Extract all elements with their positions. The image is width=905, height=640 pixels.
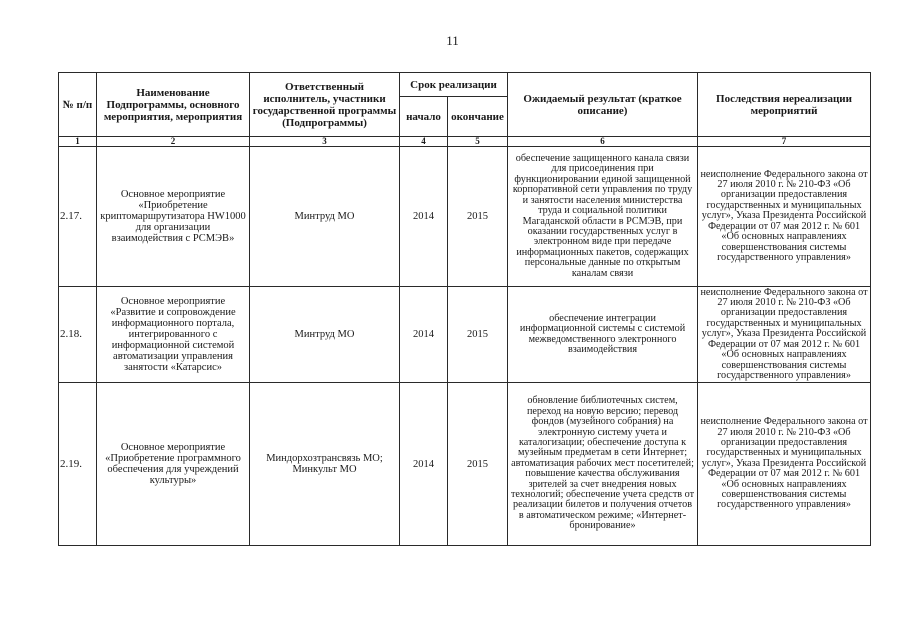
expected-result: обеспечение интеграции информационной системы с системой межведомственного электронного взаимодействия xyxy=(508,287,698,383)
header-result: Ожидаемый результат (краткое описание) xyxy=(508,73,698,137)
column-number: 6 xyxy=(508,137,698,147)
start-year: 2014 xyxy=(400,147,448,287)
column-numbers-row xyxy=(59,137,871,147)
expected-result: обновление библиотечных систем, переход на новую версию; перевод фондов (музейного собрания) на электронную систему учета и каталогизации; обеспечение доступа к музейным предметам в сети Интернет; автоматизация рабочих мест посетителей; повышение качества обслуживания зрителей за счет внедрения новых технологий; обеспечение учета средств от реализации билетов и получения отчетов в автоматическом режиме; «Интернет-бронирование» xyxy=(508,383,698,546)
header-row xyxy=(59,73,871,97)
expected-result: обеспечение защищенного канала связи для присоединения при функционировании единой защищенной корпоративной сети управления по труду и занятости населения министерства труда и социальной политики Магаданской области в РСМЭВ, при оказании государственных услуг в электронном виде при передаче информационных пакетов, содержащих персональные данные по открытым каналам связи xyxy=(508,147,698,287)
row-number: 2.18. xyxy=(59,287,97,383)
table-row xyxy=(59,383,871,546)
table-row xyxy=(59,287,871,383)
column-number: 4 xyxy=(400,137,448,147)
executor: Миндорхозтрансвязь МО; Минкульт МО xyxy=(250,383,400,546)
column-number: 7 xyxy=(698,137,871,147)
column-number: 3 xyxy=(250,137,400,147)
header-period: Срок реализации xyxy=(400,73,508,97)
consequences: неисполнение Федерального закона от 27 июля 2010 г. № 210-ФЗ «Об организации предоставления государственных и муниципальных услуг», Указа Президента Российской Федерации от 07 мая 2012 г. № 601 «Об основных направлениях совершенствования системы государственного управления» xyxy=(698,383,871,546)
executor: Минтруд МО xyxy=(250,287,400,383)
end-year: 2015 xyxy=(448,147,508,287)
header-consequences: Последствия нереализации мероприятий xyxy=(698,73,871,137)
activity-name: Основное мероприятие «Развитие и сопровождение информационного портала, интегрированного с информационной системой автоматизации управления занятости «Катарсис» xyxy=(97,287,250,383)
consequences: неисполнение Федерального закона от 27 июля 2010 г. № 210-ФЗ «Об организации предоставления государственных и муниципальных услуг», Указа Президента Российской Федерации от 07 мая 2012 г. № 601 «Об основных направлениях совершенствования системы государственного управления» xyxy=(698,287,871,383)
program-table xyxy=(58,72,871,546)
column-number: 2 xyxy=(97,137,250,147)
row-number: 2.19. xyxy=(59,383,97,546)
start-year: 2014 xyxy=(400,287,448,383)
header-start: начало xyxy=(400,97,448,137)
end-year: 2015 xyxy=(448,383,508,546)
start-year: 2014 xyxy=(400,383,448,546)
column-number: 5 xyxy=(448,137,508,147)
row-number: 2.17. xyxy=(59,147,97,287)
header-name: Наименование Подпрограммы, основного мероприятия, мероприятия xyxy=(97,73,250,137)
consequences: неисполнение Федерального закона от 27 июля 2010 г. № 210-ФЗ «Об организации предоставления государственных и муниципальных услуг», Указа Президента Российской Федерации от 07 мая 2012 г. № 601 «Об основных направлениях совершенствования системы государственного управления» xyxy=(698,147,871,287)
executor: Минтруд МО xyxy=(250,147,400,287)
header-num: № п/п xyxy=(59,73,97,137)
activity-name: Основное мероприятие «Приобретение программного обеспечения для учреждений культуры» xyxy=(97,383,250,546)
column-number: 1 xyxy=(59,137,97,147)
header-end: окончание xyxy=(448,97,508,137)
table-row xyxy=(59,147,871,287)
header-executor: Ответственный исполнитель, участники государственной программы (Подпрограммы) xyxy=(250,73,400,137)
activity-name: Основное мероприятие «Приобретение криптомаршрутизатора HW1000 для организации взаимодействия с РСМЭВ» xyxy=(97,147,250,287)
page-number: 11 xyxy=(446,33,459,48)
end-year: 2015 xyxy=(448,287,508,383)
